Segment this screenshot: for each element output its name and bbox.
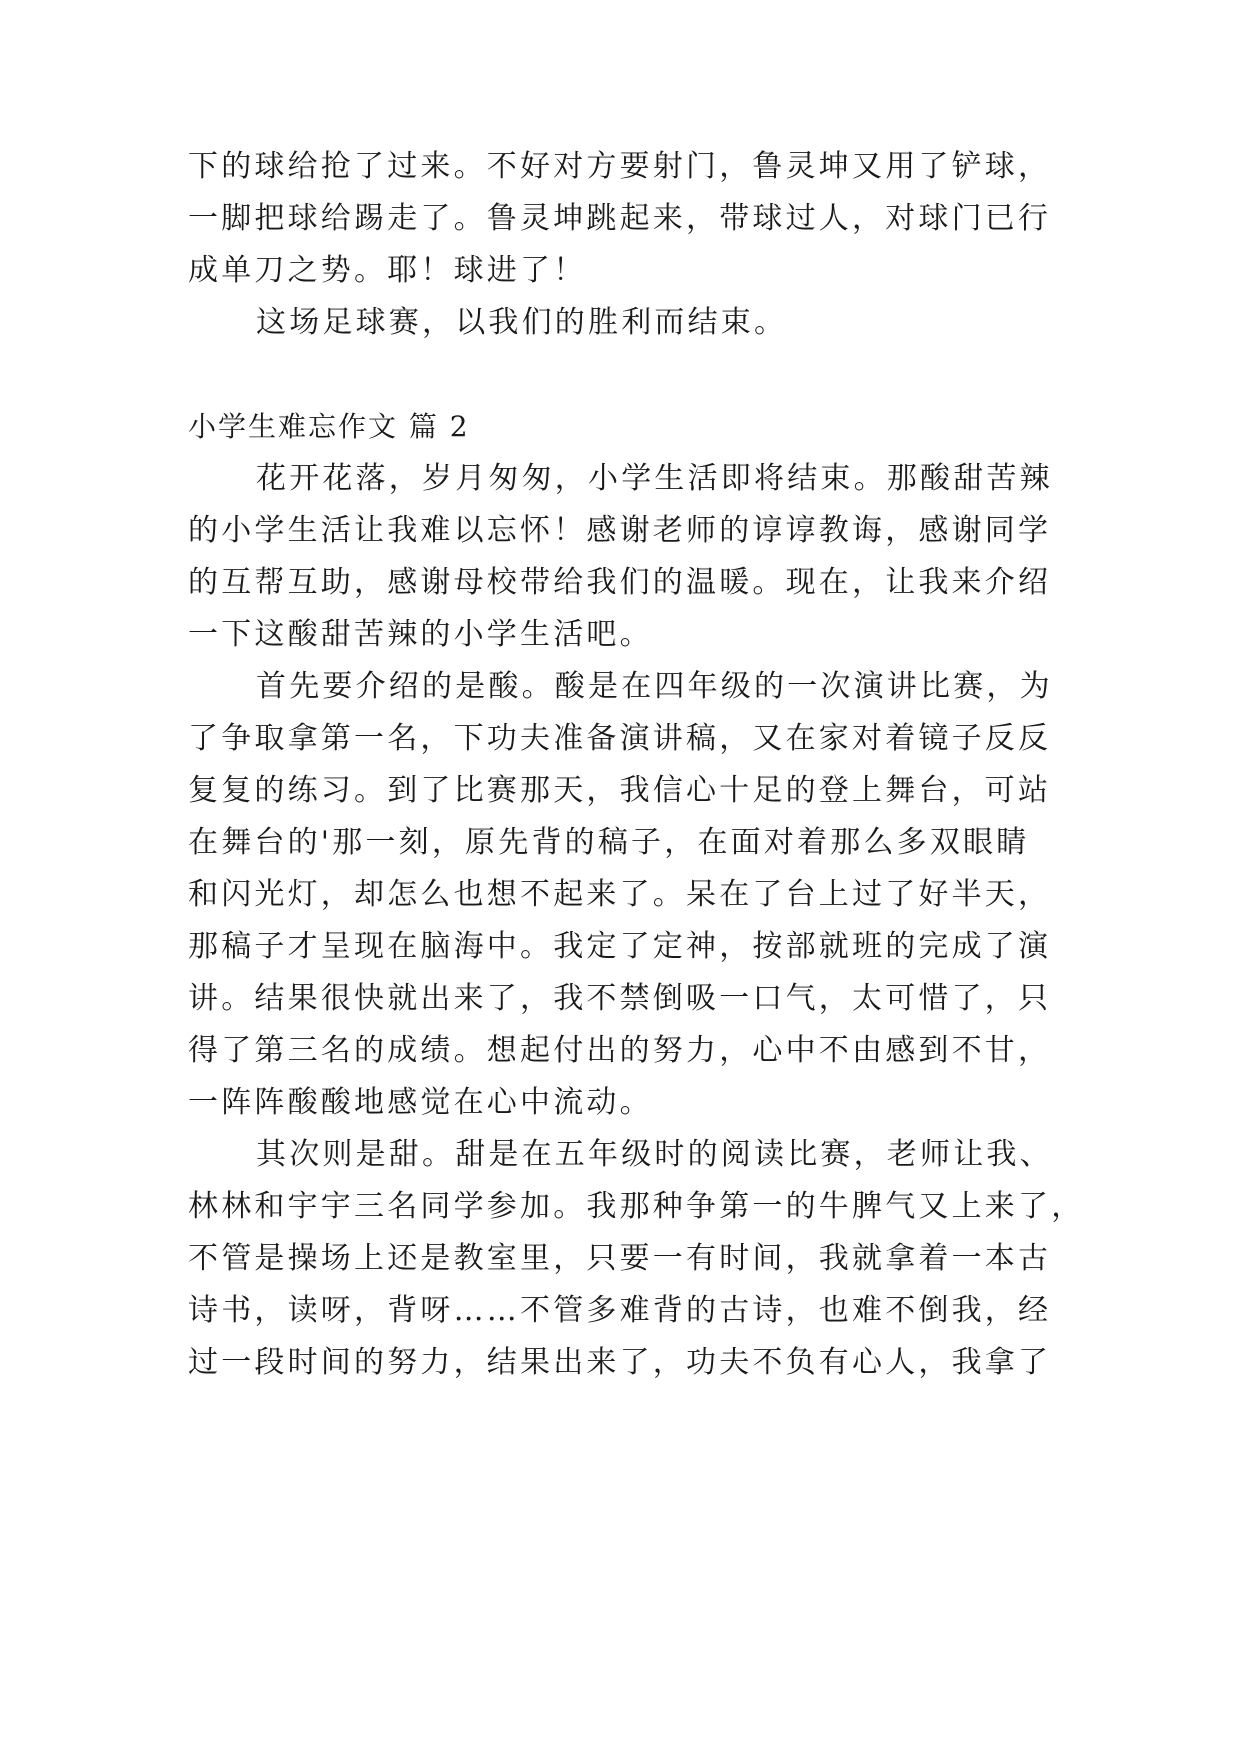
text-line: 一脚把球给踢走了。鲁灵坤跳起来，带球过人，对球门已行 (188, 201, 1052, 236)
text-line: 林林和宇宇三名同学参加。我那种争第一的牛脾气又上来了， (188, 1189, 1085, 1224)
text-line: 复复的练习。到了比赛那天，我信心十足的登上舞台，可站 (188, 773, 1052, 808)
text-line: 一阵阵酸酸地感觉在心中流动。 (188, 1085, 653, 1120)
text-line: 的互帮互助，感谢母校带给我们的温暖。现在，让我来介绍 (188, 565, 1052, 600)
text-line: 不管是操场上还是教室里，只要一有时间，我就拿着一本古 (188, 1241, 1052, 1276)
text-line: 首先要介绍的是酸。酸是在四年级的一次演讲比赛，为 (256, 669, 1053, 704)
text-line: 这场足球赛，以我们的胜利而结束。 (256, 305, 788, 340)
text-line: 得了第三名的成绩。想起付出的努力，心中不由感到不甘， (188, 1033, 1052, 1068)
text-line: 和闪光灯，却怎么也想不起来了。呆在了台上过了好半天， (188, 877, 1052, 912)
text-line: 了争取拿第一名，下功夫准备演讲稿，又在家对着镜子反反 (188, 721, 1052, 756)
text-line: 一下这酸甜苦辣的小学生活吧。 (188, 617, 653, 652)
text-line: 成单刀之势。耶！球进了！ (188, 253, 587, 288)
text-line: 诗书，读呀，背呀……不管多难背的古诗，也难不倒我，经 (188, 1293, 1052, 1328)
text-line: 那稿子才呈现在脑海中。我定了定神，按部就班的完成了演 (188, 929, 1052, 964)
text-line: 在舞台的'那一刻，原先背的稿子，在面对着那么多双眼睛 (188, 825, 1030, 860)
text-line: 讲。结果很快就出来了，我不禁倒吸一口气，太可惜了，只 (188, 981, 1052, 1016)
section-title: 小学生难忘作文 篇 2 (188, 410, 470, 443)
text-line: 花开花落，岁月匆匆，小学生活即将结束。那酸甜苦辣 (256, 461, 1053, 496)
text-line: 其次则是甜。甜是在五年级时的阅读比赛，老师让我、 (256, 1137, 1053, 1172)
text-line: 下的球给抢了过来。不好对方要射门，鲁灵坤又用了铲球， (188, 149, 1052, 184)
text-line: 的小学生活让我难以忘怀！感谢老师的谆谆教诲，感谢同学 (188, 513, 1052, 548)
text-line: 过一段时间的努力，结果出来了，功夫不负有心人，我拿了 (188, 1345, 1052, 1380)
